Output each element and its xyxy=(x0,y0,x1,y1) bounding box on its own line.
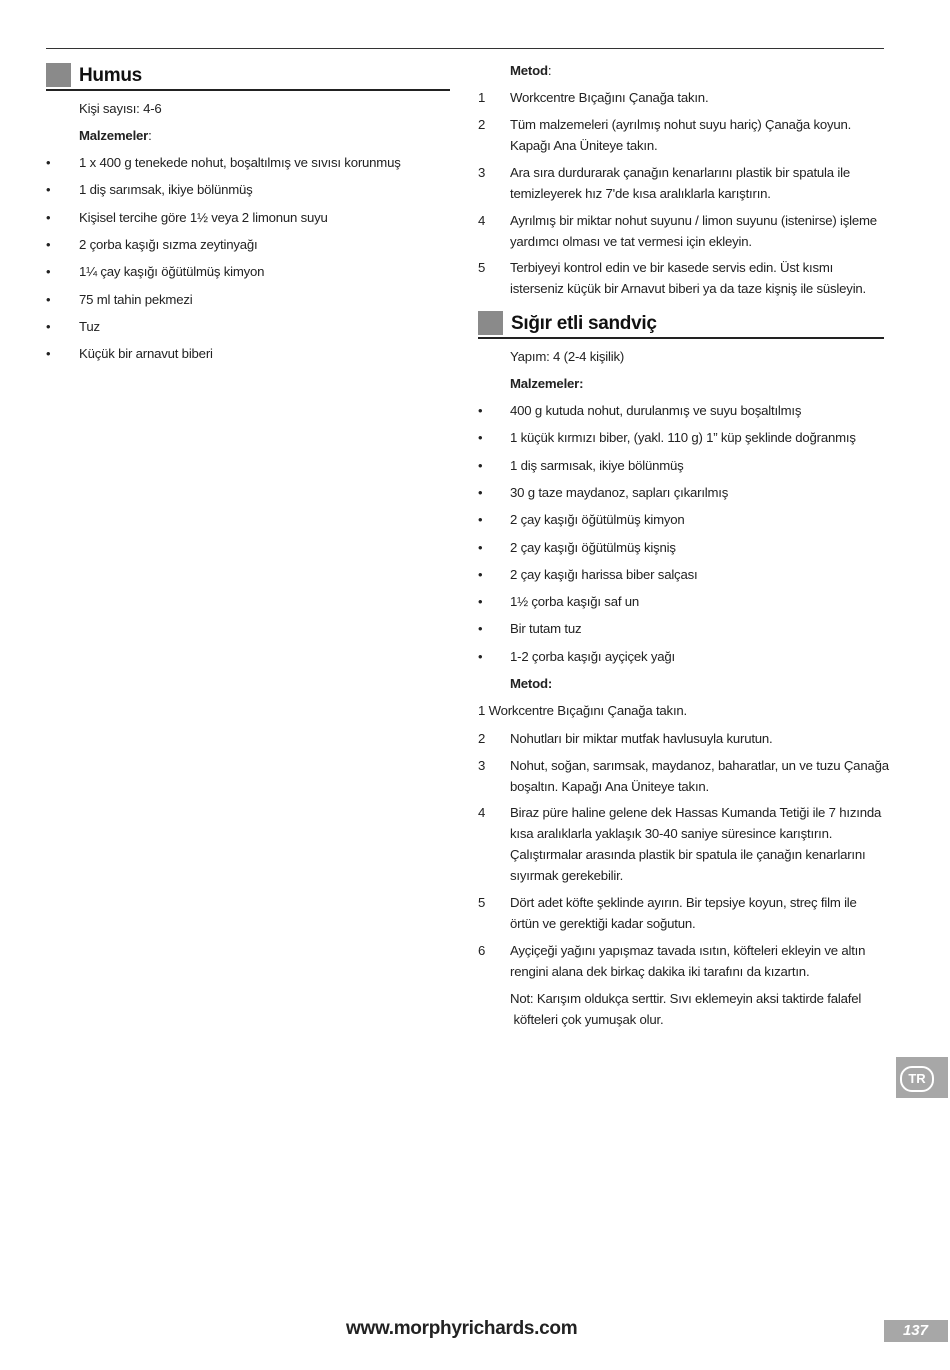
note-line: Not: Karışım oldukça serttir. Sıvı eklemeyin aksi taktirde falafel xyxy=(510,991,862,1006)
bullet-icon: • xyxy=(46,236,51,252)
bullet-icon: • xyxy=(46,264,51,280)
bullet-icon: • xyxy=(46,318,51,334)
ingredient-item: 400 g kutuda nohut, durulanmış ve suyu boşaltılmış xyxy=(510,403,802,418)
heading-marker xyxy=(478,311,503,335)
ingredient-item: 2 çay kaşığı öğütülmüş kimyon xyxy=(510,512,685,528)
method-step: 1 Workcentre Bıçağını Çanağa takın. xyxy=(478,703,688,718)
note-line: köfteleri çok yumuşak olur. xyxy=(510,1012,664,1027)
ingredient-item: 2 çorba kaşığı sızma zeytinyağı xyxy=(79,236,258,252)
step-text: Ara sıra durdurarak çanağın kenarlarını plastik bir spatula ile xyxy=(510,165,850,180)
step-text: Nohut, soğan, sarımsak, maydanoz, baharatlar, un ve tuzu Çanağa xyxy=(510,758,889,773)
bullet-icon: • xyxy=(478,403,483,418)
step-text: Ayrılmış bir miktar nohut suyunu / limon suyunu (istenirse) işleme xyxy=(510,213,877,228)
step-number: 2 xyxy=(478,731,486,746)
bullet-icon: • xyxy=(478,512,483,528)
bullet-icon: • xyxy=(478,566,483,582)
step-text: Workcentre Bıçağını Çanağa takın. xyxy=(510,90,709,105)
heading-title: Humus xyxy=(79,65,142,86)
bullet-icon: • xyxy=(46,209,51,225)
footer-url[interactable]: www.morphyrichards.com xyxy=(346,1318,578,1339)
ingredient-item: 75 ml tahin pekmezi xyxy=(79,291,193,307)
step-number: 5 xyxy=(478,260,486,275)
bullet-icon: • xyxy=(46,291,51,307)
bullet-icon: • xyxy=(478,621,483,637)
ingredient-item: Küçük bir arnavut biberi xyxy=(79,346,213,362)
bullet-icon: • xyxy=(478,648,483,664)
step-text: boşaltın. Kapağı Ana Üniteye takın. xyxy=(510,779,710,794)
ingredient-item: Bir tutam tuz xyxy=(510,621,582,637)
ingredient-item: 1 diş sarımsak, ikiye bölünmüş xyxy=(79,182,253,198)
ingredient-item: 1½ çorba kaşığı saf un xyxy=(510,594,640,610)
bullet-icon: • xyxy=(46,182,51,198)
step-text: rengini alana dek birkaç dakika iki tarafını da kızartın. xyxy=(510,964,810,979)
step-number: 2 xyxy=(478,117,486,132)
step-text: Ayçiçeği yağını yapışmaz tavada ısıtın, köfteleri ekleyin ve altın xyxy=(510,943,866,958)
step-number: 1 xyxy=(478,90,486,105)
page-number-box xyxy=(884,1320,948,1342)
step-text: örtün ve gerektiği kadar soğutun. xyxy=(510,916,696,931)
section-heading-humus xyxy=(46,63,450,91)
heading-title: Sığır etli sandviç xyxy=(511,313,657,334)
step-text: Dört adet köfte şeklinde ayırın. Bir tepsiye koyun, streç film ile xyxy=(510,895,857,910)
step-text: Nohutları bir miktar mutfak havlusuyla kurutun. xyxy=(510,731,773,746)
ingredient-item: 30 g taze maydanoz, sapları çıkarılmış xyxy=(510,484,729,500)
step-text: Tüm malzemeleri (ayrılmış nohut suyu hariç) Çanağa koyun. xyxy=(510,117,852,132)
heading-marker xyxy=(46,63,71,87)
step-text: sıyırmak gerekebilir. xyxy=(510,868,624,883)
yield: Yapım: 4 (2-4 kişilik) xyxy=(510,349,625,364)
step-text: kısa aralıklarla yaklaşık 30-40 saniye süresince karıştırın. xyxy=(510,826,833,841)
section-heading-sandwich xyxy=(478,311,884,339)
servings: Kişi sayısı: 4-6 xyxy=(79,101,162,116)
language-tab xyxy=(896,1057,948,1098)
step-number: 4 xyxy=(478,805,486,820)
bullet-icon: • xyxy=(478,594,483,610)
ingredient-item: 2 çay kaşığı öğütülmüş kişniş xyxy=(510,539,676,555)
bullet-icon: • xyxy=(46,346,51,362)
bullet-icon: • xyxy=(478,457,483,473)
ingredient-item: 1¼ çay kaşığı öğütülmüş kimyon xyxy=(79,264,265,280)
step-text: Çalıştırmalar arasında plastik bir spatula ile çanağın kenarlarını xyxy=(510,847,866,862)
ingredients-label: Malzemeler: xyxy=(510,376,584,391)
page-number: 137 xyxy=(902,1322,928,1339)
step-text: yardımcı olması ve tat vermesi için ekleyin. xyxy=(510,234,752,249)
ingredient-item: Tuz xyxy=(79,318,100,334)
bullet-icon: • xyxy=(478,430,483,446)
step-text: Biraz püre haline gelene dek Hassas Kumanda Tetiği ile 7 hızında xyxy=(510,805,882,820)
ingredient-item: 2 çay kaşığı harissa biber salçası xyxy=(510,566,698,582)
step-number: 6 xyxy=(478,943,486,958)
step-number: 3 xyxy=(478,165,486,180)
method-label: Metod: xyxy=(510,676,553,691)
bullet-icon: • xyxy=(478,539,483,555)
top-rule xyxy=(46,48,884,49)
step-text: temizleyerek hız 7'de kısa aralıklarla karıştırın. xyxy=(510,186,771,201)
ingredient-item: 1 x 400 g tenekede nohut, boşaltılmış ve sıvısı korunmuş xyxy=(79,155,401,170)
bullet-icon: • xyxy=(478,484,483,500)
language-label: TR xyxy=(900,1066,934,1092)
step-text: Kapağı Ana Üniteye takın. xyxy=(510,138,658,153)
step-number: 4 xyxy=(478,213,486,228)
method-label: Metod: xyxy=(510,63,552,78)
bullet-icon: • xyxy=(46,155,51,170)
ingredient-item: 1 küçük kırmızı biber, (yakl. 110 g) 1” küp şeklinde doğranmış xyxy=(510,430,856,446)
ingredient-item: 1 diş sarmısak, ikiye bölünmüş xyxy=(510,457,684,473)
step-number: 5 xyxy=(478,895,486,910)
step-number: 3 xyxy=(478,758,486,773)
ingredients-label: Malzemeler: xyxy=(79,128,152,143)
step-text: isterseniz küçük bir Arnavut biberi ya da taze kişniş ile süsleyin. xyxy=(510,281,867,296)
ingredient-item: Kişisel tercihe göre 1½ veya 2 limonun suyu xyxy=(79,209,328,225)
step-text: Terbiyeyi kontrol edin ve bir kasede servis edin. Üst kısmı xyxy=(510,260,834,275)
ingredient-item: 1-2 çorba kaşığı ayçiçek yağı xyxy=(510,648,675,664)
